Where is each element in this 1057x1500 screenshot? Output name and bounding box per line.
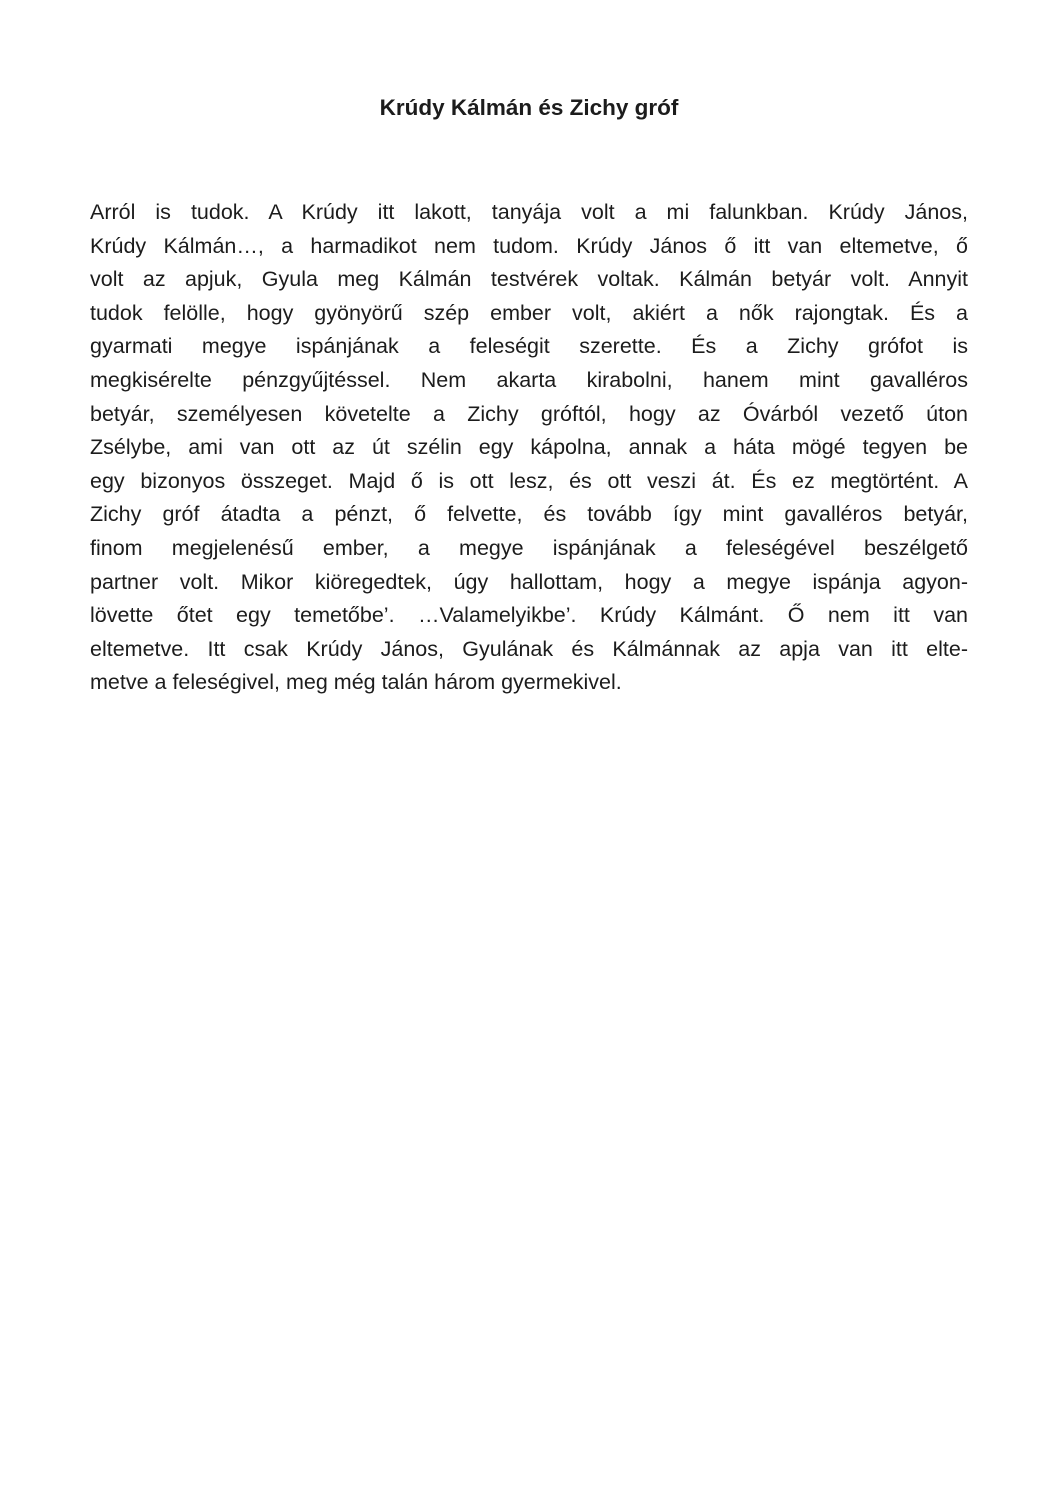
text-line: Krúdy Kálmán…, a harmadikot nem tudom. Krúdy János ő itt van eltemetve, ő bbox=[90, 233, 968, 258]
text-line: Arról is tudok. A Krúdy itt lakott, tanyája volt a mi falunkban. Krúdy János, bbox=[90, 200, 968, 224]
text-line: eltemetve. Itt csak Krúdy János, Gyulának és Kálmánnak az apja van itt elte- bbox=[90, 636, 968, 661]
text-line: megkisérelte pénzgyűjtéssel. Nem akarta kirabolni, hanem mint gavalléros bbox=[90, 367, 968, 392]
text-line: Zichy gróf átadta a pénzt, ő felvette, és tovább így mint gavalléros betyár, bbox=[90, 502, 968, 527]
text-line: Zsélybe, ami van ott az út szélin egy kápolna, annak a háta mögé tegyen be bbox=[90, 435, 968, 460]
text-line: metve a feleségivel, meg még talán három gyermekivel. bbox=[90, 670, 622, 695]
text-line: tudok felölle, hogy gyönyörű szép ember volt, akiért a nők rajongtak. És a bbox=[90, 300, 968, 325]
document-paragraph bbox=[90, 196, 968, 700]
text-line: lövette őtet egy temetőbe’. …Valamelyikbe’. Krúdy Kálmánt. Ő nem itt van bbox=[90, 603, 968, 628]
text-line: betyár, személyesen követelte a Zichy gróftól, hogy az Óvárból vezető úton bbox=[90, 401, 968, 426]
text-line: gyarmati megye ispánjának a feleségit szerette. És a Zichy grófot is bbox=[90, 334, 968, 359]
document-title: Krúdy Kálmán és Zichy gróf bbox=[379, 95, 679, 120]
text-line: volt az apjuk, Gyula meg Kálmán testvérek voltak. Kálmán betyár volt. Annyit bbox=[90, 267, 968, 292]
text-line: egy bizonyos összeget. Majd ő is ott lesz, és ott veszi át. És ez megtörtént. A bbox=[90, 468, 968, 493]
text-line: partner volt. Mikor kiöregedtek, úgy hallottam, hogy a megye ispánja agyon- bbox=[90, 569, 968, 594]
text-line: finom megjelenésű ember, a megye ispánjának a feleségével beszélgető bbox=[90, 535, 968, 560]
